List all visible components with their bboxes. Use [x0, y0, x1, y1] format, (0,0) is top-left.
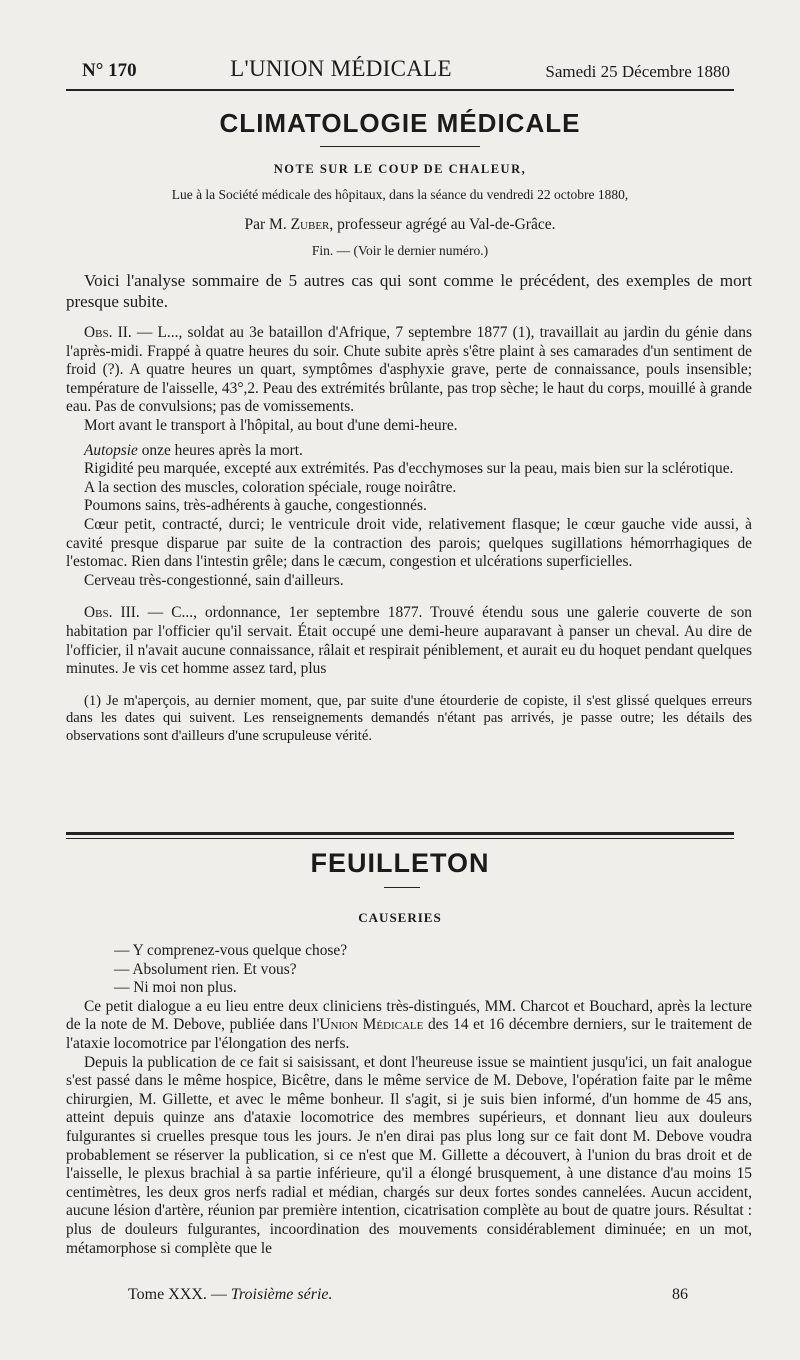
obs3-text: — C..., ordonnance, 1er septembre 1877. Trouvé étendu sous une galerie couverte de son habitation par l'officier qu'il servait. Était occupé une demi-heure auparavant à panser un cheval. Au dire de l'officier, il n'avait aucune connaissance, râlait et respirait péniblement, et aurait eu du hoquet pendant quelques minutes. Je vis cet homme assez tard, plus [66, 604, 752, 678]
p1-journal: Union Médicale [319, 1016, 424, 1034]
footnote: (1) Je m'aperçois, au dernier moment, que, par suite d'une étourderie de copiste, il s'est glissé quelques erreurs dans les dates qui suivent. Les renseignements demandés n'étant pas arrivés, je passe outre; les détails des observations sont d'ailleurs d'une scrupuleuse vérité. [66, 692, 752, 744]
section-title-climatologie: CLIMATOLOGIE MÉDICALE [219, 108, 581, 138]
obs3-paragraph [66, 604, 752, 678]
feuilleton-underline [384, 887, 420, 888]
issue-number: N° 170 [82, 60, 137, 81]
footer-tome [128, 1286, 333, 1304]
author-suffix: , professeur agrégé au Val-de-Grâce. [329, 216, 556, 233]
autopsie-label: Autopsie [84, 441, 138, 459]
serie-label: Troisième série. [230, 1286, 333, 1303]
page-number: 86 [672, 1286, 688, 1303]
dialogue-line-3: — Ni moi non plus. [114, 979, 237, 997]
section-title-feuilleton: FEUILLETON [310, 848, 490, 878]
intro-paragraph [66, 270, 752, 312]
coeur-paragraph: Cœur petit, contracté, durci; le ventricule droit vide, relativement flasque; le cœur gauche vide aussi, à cavité presque disparue par suite de la contraction des parois; quelques sugillations hémorrhagiques de l'estomac. Rien dans l'intestin grêle; dans le cæcum, congestion et ulcérations superficielles. [66, 515, 752, 571]
p1-part-b: des 14 et 16 décembre derniers, sur le traitement de l'ataxie locomotrice par l'élongation des nerfs. [66, 1016, 753, 1052]
feuilleton-rule-bottom [66, 838, 734, 839]
observation-body [66, 324, 752, 745]
intro-text: Voici l'analyse sommaire de 5 autres cas qui sont comme le précédent, des exemples de mort presque subite. [66, 271, 752, 311]
transport-paragraph: Mort avant le transport à l'hôpital, au bout d'une demi-heure. [84, 416, 458, 434]
muscles-paragraph: A la section des muscles, coloration spéciale, rouge noirâtre. [84, 478, 457, 496]
poumons-paragraph: Poumons sains, très-adhérents à gauche, congestionnés. [84, 497, 427, 515]
journal-title: L'UNION MÉDICALE [230, 56, 452, 81]
author-name: Zuber [290, 216, 330, 233]
obs2-paragraph [66, 324, 752, 417]
issue-date: Samedi 25 Décembre 1880 [545, 62, 730, 81]
dialogue-line-1: — Y comprenez-vous quelque chose? [114, 942, 348, 959]
tome-label: Tome XXX. — [128, 1286, 227, 1303]
feuilleton-paragraph-1 [66, 998, 752, 1054]
page-footer [128, 1286, 688, 1304]
p1-part-a: Ce petit dialogue a eu lieu entre deux cliniciens très-distingués, MM. Charcot et Bouchard, après la lecture de la note de M. Debove, publiée dans l' [66, 997, 752, 1034]
causeries-subtitle: CAUSERIES [358, 910, 442, 925]
author-line [0, 216, 800, 234]
autopsie-paragraph [66, 442, 752, 461]
author-prefix: Par M. [244, 216, 287, 233]
obs2-text: — L..., soldat au 3e bataillon d'Afrique, 7 septembre 1877 (1), travaillait au jardin du génie dans l'après-midi. Frappé à quatre heures du soir. Chute subite après s'être plaint à ses camarades d'un sentiment de froid (?). A quatre heures un quart, symptômes d'asphyxie grave, perte de connaissance, pouls insensible; température de l'aisselle, 43°,2. Peau des extrémités brûlante, pas trop sèche; le haut du corps, mouillé à grande eau. Pas de convulsions; pas de vomissements. [66, 324, 752, 416]
header-rule [66, 89, 734, 91]
obs2-label: Obs. II. [84, 324, 132, 341]
cerveau-paragraph: Cerveau très-congestionné, sain d'ailleurs. [84, 571, 344, 589]
rigidite-paragraph: Rigidité peu marquée, excepté aux extrémités. Pas d'ecchymoses sur la peau, mais bien sur la sclérotique. [84, 460, 734, 478]
feuilleton-paragraph-2: Depuis la publication de ce fait si saisissant, et dont l'heureuse issue se maintient jusqu'ici, un fait analogue s'est passé dans le même hospice, Bicêtre, dans le même service de M. Debove, l'opération faite par le même chirurgien, M. Gillette, et avec le même bonheur. Il s'agit, si je suis bien informé, d'un homme de 45 ans, atteint depuis quinze ans d'ataxie locomotrice des membres supérieurs, et donnant lieu aux douleurs fulgurantes si cruelles presque tous les jours. Je n'en dirai pas plus long sur ce fait dont M. Debove voudra probablement se réserver la publication, si ce n'est que M. Gillette a découvert, à l'union du bras droit et de l'aisselle, le plexus brachial à sa partie inférieure, qu'il a élongé brusquement, à une distance d'au moins 15 centimètres, les deux gros nerfs radial et médian, chargés sur deux fortes sondes cannelées. Aucun accident, aucune lésion d'artère, réunion par première intention, cicatrisation complète au bout de quatre jours. Résultat : plus de douleurs fulgurantes, incoordination des mouvements considérablement diminuée; en un mot, métamorphose si complète que le [66, 1053, 752, 1257]
obs3-label: Obs. III. [84, 604, 140, 622]
title-underline [320, 146, 480, 147]
dialogue-line-2: — Absolument rien. Et vous? [114, 960, 297, 978]
autopsie-text: onze heures après la mort. [137, 441, 303, 459]
feuilleton-body [66, 942, 752, 1258]
page-header [82, 46, 730, 82]
feuilleton-rule-top [66, 832, 734, 835]
read-at-line: Lue à la Société médicale des hôpitaux, dans la séance du vendredi 22 octobre 1880, [171, 187, 629, 202]
fin-line: Fin. — (Voir le dernier numéro.) [311, 243, 489, 258]
note-title: NOTE SUR LE COUP DE CHALEUR, [273, 162, 527, 176]
